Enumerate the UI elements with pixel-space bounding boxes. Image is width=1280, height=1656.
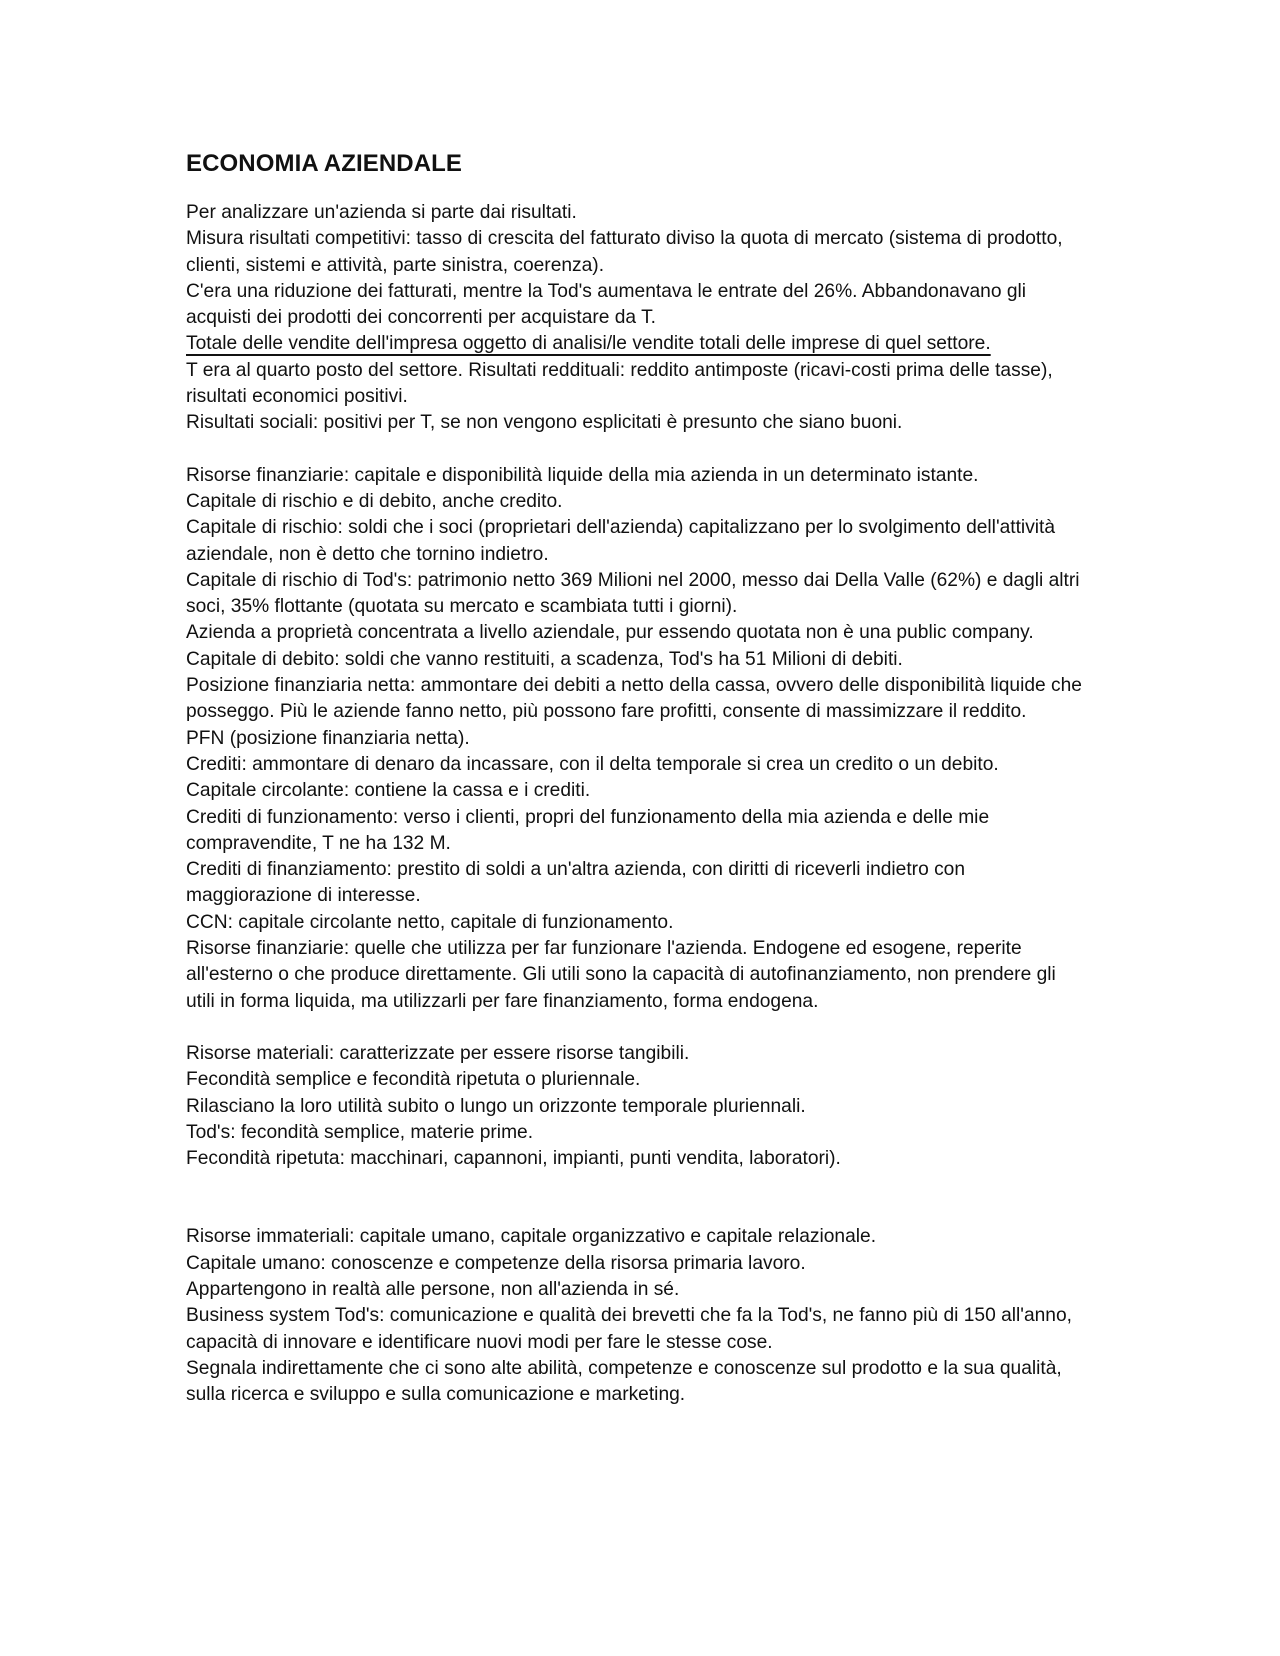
paragraph: Tod's: fecondità semplice, materie prime. <box>186 1121 534 1143</box>
paragraph: Capitale circolante: contiene la cassa e i crediti. <box>186 780 591 802</box>
paragraph: PFN (posizione finanziaria netta). <box>186 727 470 749</box>
paragraph: C'era una riduzione dei fatturati, mentre la Tod's aumentava le entrate del 26%. Abbandonavano gli acquisti dei prodotti dei concorrenti per acquistare da T. <box>186 280 1027 329</box>
paragraph: Rilasciano la loro utilità subito o lungo un orizzonte temporale pluriennali. <box>186 1095 806 1117</box>
paragraph: Risorse immateriali: capitale umano, capitale organizzativo e capitale relazionale. <box>186 1226 877 1248</box>
paragraph: Segnala indirettamente che ci sono alte abilità, competenze e conoscenze sul prodotto e la sua qualità, sulla ricerca e sviluppo e sulla comunicazione e marketing. <box>186 1357 1062 1406</box>
paragraph: Fecondità ripetuta: macchinari, capannoni, impianti, punti vendita, laboratori). <box>186 1148 841 1170</box>
paragraph: Fecondità semplice e fecondità ripetuta o pluriennale. <box>186 1069 641 1091</box>
paragraph: Appartengono in realtà alle persone, non all'azienda in sé. <box>186 1278 680 1300</box>
paragraph: Misura risultati competitivi: tasso di crescita del fatturato diviso la quota di mercato (sistema di prodotto, clienti, sistemi e attività, parte sinistra, coerenza). <box>186 228 1063 276</box>
section-risorse-immateriali <box>186 1224 1086 1408</box>
document-page <box>186 150 1086 1434</box>
section-risorse-materiali <box>186 1041 1086 1172</box>
paragraph: T era al quarto posto del settore. Risultati reddituali: reddito antimposte (ricavi-costi prima delle tasse), risultati economici positivi. <box>186 359 1053 408</box>
paragraph: Capitale di debito: soldi che vanno restituiti, a scadenza, Tod's ha 51 Milioni di debiti. <box>186 648 903 670</box>
paragraph: Azienda a proprietà concentrata a livello aziendale, pur essendo quotata non è una public company. <box>186 622 1034 644</box>
paragraph: Risorse finanziarie: quelle che utilizza per far funzionare l'azienda. Endogene ed esogene, reperite all'esterno o che produce direttamente. Gli utili sono la capacità di autofinanziamento, non prendere gli utili in forma liquida, ma utilizzarli per fare finanziamento, forma endogena. <box>186 938 1056 1012</box>
paragraph: Posizione finanziaria netta: ammontare dei debiti a netto della cassa, ovvero delle disponibilità liquide che posseggo. Più le aziende fanno netto, più possono fare profitti, consente di massimizzare il reddito. <box>186 675 1082 723</box>
document-title: ECONOMIA AZIENDALE <box>186 150 463 177</box>
underlined-paragraph: Totale delle vendite dell'impresa oggetto di analisi/le vendite totali delle imprese di quel settore. <box>186 333 991 355</box>
paragraph: Crediti: ammontare di denaro da incassare, con il delta temporale si crea un credito o un debito. <box>186 753 999 775</box>
paragraph: Capitale di rischio e di debito, anche credito. <box>186 490 563 512</box>
paragraph: Risorse finanziarie: capitale e disponibilità liquide della mia azienda in un determinato istante. <box>186 464 979 486</box>
paragraph: Capitale di rischio: soldi che i soci (proprietari dell'azienda) capitalizzano per lo svolgimento dell'attività aziendale, non è detto che tornino indietro. <box>186 517 1056 565</box>
section-risultati <box>186 200 1086 437</box>
paragraph: Capitale umano: conoscenze e competenze della risorsa primaria lavoro. <box>186 1252 806 1274</box>
paragraph: Crediti di finanziamento: prestito di soldi a un'altra azienda, con diritti di riceverli indietro con maggiorazione di interesse. <box>186 859 966 907</box>
paragraph: Risorse materiali: caratterizzate per essere risorse tangibili. <box>186 1042 690 1064</box>
section-risorse-finanziarie <box>186 463 1086 1015</box>
paragraph: Crediti di funzionamento: verso i clienti, propri del funzionamento della mia azienda e delle mie compravendite, T ne ha 132 M. <box>186 806 990 854</box>
paragraph: Risultati sociali: positivi per T, se non vengono esplicitati è presunto che siano buoni. <box>186 412 903 434</box>
paragraph: Per analizzare un'azienda si parte dai risultati. <box>186 202 577 223</box>
paragraph: Business system Tod's: comunicazione e qualità dei brevetti che fa la Tod's, ne fanno più di 150 all'anno, capacità di innovare e identificare nuovi modi per fare le stesse cose. <box>186 1305 1072 1353</box>
paragraph: Capitale di rischio di Tod's: patrimonio netto 369 Milioni nel 2000, messo dai Della Valle (62%) e dagli altri soci, 35% flottante (quotata su mercato e scambiata tutti i giorni). <box>186 569 1080 618</box>
paragraph: CCN: capitale circolante netto, capitale di funzionamento. <box>186 911 674 933</box>
